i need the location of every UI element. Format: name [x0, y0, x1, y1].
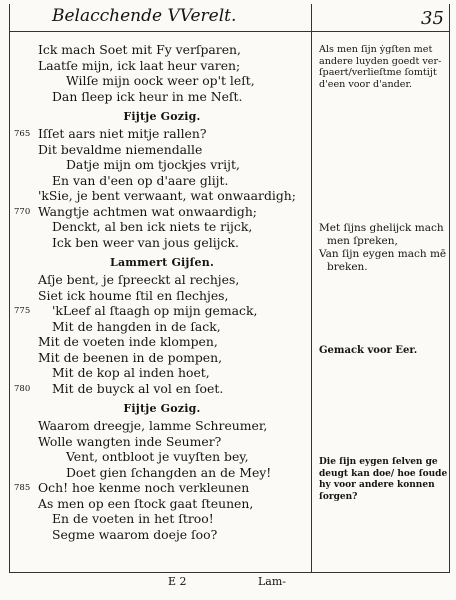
- verse-line-text: Siet ick houme ſtil en ſlechjes,: [38, 287, 229, 303]
- verse-line: [14, 365, 310, 381]
- verse-line: [14, 142, 310, 158]
- sidenote-line: ſorgen?: [319, 491, 358, 502]
- footer-rule: [9, 572, 450, 573]
- verse-line-text: Mit de buyck al vol en ſoet.: [52, 380, 224, 396]
- verse-line: [14, 496, 310, 512]
- verse-line: [14, 188, 310, 204]
- sidenote-line: ſpaert/verlieſtme ſomtijt: [319, 67, 437, 78]
- line-number: 770: [14, 206, 31, 217]
- verse-line-text: Laatſe mijn, ick laat heur varen;: [38, 57, 241, 73]
- page-number: 35: [421, 8, 444, 29]
- verse-line-text: Mit de voeten inde klompen,: [38, 334, 218, 349]
- sidenote-3: [319, 345, 447, 357]
- signature-mark: E 2: [168, 575, 187, 588]
- verse-line-text: 'kSie, je bent verwaant, wat onwaardigh;: [38, 188, 296, 203]
- speaker-name: Lammert Gijſen.: [110, 256, 214, 269]
- verse-line: [14, 219, 310, 235]
- verse-line-text: Dan ſleep ick heur in me Neſt.: [52, 88, 243, 104]
- verse-line-text: Datje mijn om tjockjes vrijt,: [66, 157, 240, 172]
- line-number: 775: [14, 306, 31, 316]
- verse-line: [14, 465, 310, 481]
- right-rule: [449, 4, 450, 572]
- verse-line-text: Vent, ontbloot je vuyſten bey,: [66, 449, 249, 464]
- sidenote-line: Als men ſijn ẏgſten met: [319, 44, 433, 55]
- sidenote-2: [319, 222, 447, 274]
- left-rule: [9, 4, 10, 572]
- verse-line: [14, 434, 310, 450]
- verse-line-text: Segme waarom doeje ſoo?: [52, 526, 218, 542]
- sidenote-line: Die ſijn eygen ſelven ge: [319, 457, 438, 467]
- verse-line: [14, 272, 310, 288]
- verse-line: [14, 42, 310, 58]
- speaker-name: Fijtje Gozig.: [123, 402, 201, 415]
- sidenote-line: deugt kan doe/ hoe ſoude: [319, 468, 448, 479]
- verse-line-text: Denckt, al ben ick niets te rijck,: [52, 219, 253, 234]
- verse-line: [14, 58, 310, 74]
- verse-line-text: Och! hoe kenme noch verkleunen: [38, 480, 250, 495]
- sidenote-4: [319, 457, 447, 503]
- verse-line: [14, 449, 310, 465]
- verse-line: [14, 73, 310, 89]
- verse-line: [14, 350, 310, 366]
- verse-line: [14, 334, 310, 350]
- verse-line-text: Iſſet aars niet mitje rallen?: [38, 126, 207, 141]
- verse-line: [14, 126, 310, 142]
- sidenote-line: Met ſijns ghelijck mach: [319, 222, 444, 234]
- verse-line: [14, 381, 310, 397]
- catchword: Lam-: [258, 575, 287, 588]
- verse-line-text: En de voeten in het ſtroo!: [52, 511, 214, 526]
- verse-line-text: Wilſe mijn oock weer op't leſt,: [66, 73, 255, 88]
- line-number: 765: [14, 129, 31, 139]
- verse-line: [14, 157, 310, 173]
- verse-line-text: 'kLeef al ſtaagh op mijn gemack,: [52, 303, 258, 318]
- verse-line-text: Wolle wangten inde Seumer?: [38, 433, 222, 449]
- running-head: Belacchende VVerelt.: [52, 6, 237, 26]
- verse-line: [14, 480, 310, 496]
- line-number: 785: [14, 483, 31, 493]
- verse-line: [14, 418, 310, 434]
- verse-line: [14, 235, 310, 251]
- verse-line: [14, 303, 310, 319]
- sidenote-line: andere luyden goedt ver-: [319, 55, 442, 67]
- verse-line: [14, 173, 310, 189]
- sidenote-line: men ſpreken,: [327, 235, 398, 247]
- verse-line: [14, 319, 310, 335]
- verse-line-text: Ick ben weer van jous gelijck.: [52, 234, 239, 250]
- header-rule: [9, 31, 450, 32]
- verse-line-text: Ick mach Soet mit Fy verſparen,: [38, 42, 241, 57]
- speaker-name: Fijtje Gozig.: [123, 110, 201, 123]
- verse-line-text: Mit de kop al inden hoet,: [52, 365, 210, 380]
- sidenote-line: Van ſijn eygen mach mē: [319, 248, 447, 260]
- verse-line-text: En van d'een op d'aare glijt.: [52, 172, 229, 188]
- verse-line: [14, 288, 310, 304]
- verse-line: [14, 204, 310, 220]
- line-number: 780: [14, 383, 31, 394]
- verse-line-text: Dit bevaldme niemendalle: [38, 141, 203, 157]
- verse-line-text: Doet gien ſchangden an de Mey!: [66, 464, 272, 480]
- verse-line-text: Mit de beenen in de pompen,: [38, 349, 223, 365]
- verse-line-text: Mit de hangden in de ſack,: [52, 318, 221, 334]
- verse-line-text: Wangtje achtmen wat onwaardigh;: [38, 203, 257, 219]
- verse-line: [14, 527, 310, 543]
- verse-line-text: Aſje bent, je ſpreeckt al rechjes,: [38, 272, 240, 287]
- margin-rule: [311, 4, 312, 572]
- verse-line: [14, 511, 310, 527]
- sidenote-1: [319, 44, 447, 90]
- sidenote-line: breken.: [327, 261, 368, 273]
- sidenote-line: d'een voor d'ander.: [319, 78, 413, 90]
- verse-text: [14, 42, 310, 542]
- verse-line-text: As men op een ſtock gaat ſteunen,: [38, 495, 254, 511]
- verse-line: [14, 89, 310, 105]
- sidenote-line: hy voor andere konnen: [319, 480, 435, 490]
- verse-line-text: Waarom dreegje, lamme Schreumer,: [38, 418, 268, 433]
- sidenote-line: Gemack voor Eer.: [319, 345, 418, 356]
